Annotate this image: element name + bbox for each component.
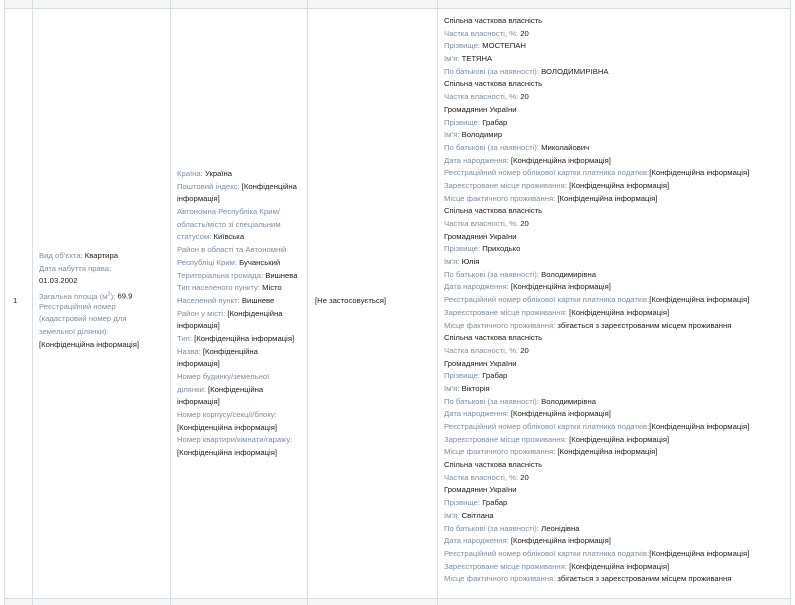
- surname-value: Приходько: [482, 244, 521, 254]
- ownership-type: Спільна часткова власність: [444, 79, 543, 89]
- residence-value: [Конфіденційна інформація]: [569, 434, 670, 444]
- street-name-value: інформація]: [177, 359, 220, 369]
- postal-code-value: інформація]: [177, 194, 220, 204]
- city-district-value: [Конфіденційна: [227, 308, 283, 318]
- owner-surname: [444, 497, 749, 510]
- owner-surname: [444, 117, 749, 130]
- patronymic-value: Володимирівна: [541, 269, 597, 279]
- birth-date-value: [Конфіденційна інформація]: [510, 155, 611, 165]
- registration-number-label: Реєстраційний номер: [39, 301, 116, 311]
- tax-number-value: [Конфіденційна інформація]: [649, 295, 750, 305]
- surname-value: МОСТЕПАН: [482, 41, 526, 51]
- actual-residence-label: Місце фактичного проживання:: [444, 193, 556, 203]
- tax-number-value: [Конфіденційна інформація]: [649, 422, 750, 431]
- owner-ownership: [444, 205, 749, 218]
- row-top-border: [4, 8, 791, 9]
- table-top-band: [4, 0, 791, 8]
- object-cell: [39, 250, 139, 352]
- patronymic-label: По батькові (за наявності):: [444, 523, 540, 533]
- actual-residence-label: Місце фактичного проживання:: [444, 320, 556, 330]
- postal-code-label: Поштовий індекс:: [177, 181, 240, 191]
- patronymic-value: Леонідівна: [541, 523, 580, 533]
- owner-name: [444, 510, 749, 523]
- name-value: Світлана: [461, 510, 494, 520]
- area-label: Загальна площа $(м^2)$:: [39, 291, 116, 301]
- surname-value: Грабар: [482, 498, 508, 508]
- surname-label: Прізвище:: [444, 498, 481, 508]
- column-border: [4, 0, 5, 605]
- owner-tax-number: [444, 548, 749, 561]
- share-value: 20: [520, 219, 529, 228]
- ownership-type: Спільна часткова власність: [444, 333, 543, 343]
- surname-label: Прізвище:: [444, 41, 481, 51]
- owner-ownership: [444, 78, 749, 91]
- street-name-label: Назва:: [177, 346, 201, 356]
- name-label: Ім’я:: [444, 257, 460, 267]
- building-value: [Конфіденційна інформація]: [177, 422, 278, 432]
- owner-actual-residence: [444, 193, 749, 206]
- citizenship: Громадянин України: [444, 104, 517, 114]
- region-label: область/місто зі спеціальним: [177, 219, 281, 229]
- share-label: Частка власності, %:: [444, 28, 519, 38]
- house-number-value: інформація]: [177, 397, 220, 407]
- registration-number-label: земельної ділянки):: [39, 327, 109, 337]
- name-label: Ім’я:: [444, 54, 460, 64]
- owner-citizenship: [444, 104, 749, 117]
- residence-label: Зареєстроване місце проживання:: [444, 561, 567, 571]
- owner-share: [444, 91, 749, 104]
- citizenship: Громадянин України: [444, 485, 517, 495]
- owner-tax-number: [444, 294, 749, 307]
- owner-birth-date: [444, 155, 749, 168]
- settlement-type-value: Місто: [262, 283, 282, 293]
- actual-residence-value: [Конфіденційна інформація]: [557, 193, 658, 203]
- owner-citizenship: [444, 358, 749, 371]
- birth-date-value: [Конфіденційна інформація]: [510, 282, 611, 292]
- column-border: [32, 0, 33, 605]
- tax-number-label: Реєстраційний номер облікової картки платника податків:: [444, 548, 650, 558]
- table-bottom-band: [4, 599, 791, 605]
- registration-number-value: [Конфіденційна інформація]: [39, 339, 140, 349]
- column-border: [790, 0, 791, 605]
- share-value: 20: [520, 28, 529, 38]
- owner-name: [444, 129, 749, 142]
- ownership-type: Спільна часткова власність: [444, 206, 543, 216]
- actual-residence-value: збігається з зареєстрованим місцем проживання: [557, 320, 732, 330]
- owner-actual-residence: [444, 573, 749, 586]
- not-applicable-value: [Не застосовується]: [315, 296, 387, 305]
- birth-date-value: [Конфіденційна інформація]: [510, 536, 611, 546]
- owner-patronymic: [444, 66, 749, 79]
- owner-citizenship: [444, 484, 749, 497]
- row-number-cell: [13, 296, 17, 305]
- owner-share: [444, 218, 749, 231]
- city-district-value: інформація]: [177, 321, 220, 331]
- owner-residence: [444, 307, 749, 320]
- community-label: Територіальна громада:: [177, 270, 264, 280]
- region-label: Автономна Республіка Крим/: [177, 207, 280, 217]
- street-type-label: Тип:: [177, 333, 192, 343]
- row-number: 1: [13, 296, 18, 305]
- citizenship: Громадянин України: [444, 231, 517, 241]
- street-name-value: [Конфіденційна: [202, 346, 258, 356]
- owner-name: [444, 53, 749, 66]
- column-border: [437, 0, 438, 605]
- owner-surname: [444, 243, 749, 256]
- patronymic-label: По батькові (за наявності):: [444, 269, 540, 279]
- share-value: 20: [520, 92, 529, 102]
- community-value: Вишнева: [265, 270, 298, 280]
- actual-residence-label: Місце фактичного проживання:: [444, 447, 556, 457]
- object-type-value: Квартира: [84, 251, 119, 260]
- region-label: статусом:: [177, 232, 212, 242]
- owner-name: [444, 383, 749, 396]
- surname-value: Грабар: [482, 117, 508, 127]
- patronymic-value: Миколайович: [541, 142, 590, 152]
- registration-number-label: (кадастровий номер для: [39, 314, 127, 324]
- acquisition-date-label: Дата набуття права:: [39, 263, 112, 273]
- area-value: 69.9: [117, 291, 133, 301]
- postal-code-value: [Конфіденційна: [241, 181, 297, 191]
- tax-number-label: Реєстраційний номер облікової картки платника податків:: [444, 168, 650, 178]
- owner-citizenship: [444, 231, 749, 244]
- not-applicable-cell: [315, 296, 386, 305]
- owner-name: [444, 256, 749, 269]
- name-label: Ім’я:: [444, 383, 460, 393]
- share-value: 20: [520, 345, 529, 355]
- surname-label: Прізвище:: [444, 371, 481, 381]
- row-bottom-border: [4, 598, 791, 599]
- column-border: [307, 0, 308, 605]
- ownership-type: Спільна часткова власність: [444, 460, 543, 470]
- owner-patronymic: [444, 142, 749, 155]
- owner-residence: [444, 561, 749, 574]
- patronymic-label: По батькові (за наявності):: [444, 396, 540, 406]
- actual-residence-label: Місце фактичного проживання:: [444, 574, 556, 584]
- residence-value: [Конфіденційна інформація]: [569, 307, 670, 317]
- actual-residence-value: збігається з зареєстрованим місцем проживання: [557, 574, 732, 584]
- name-value: Володимир: [461, 130, 503, 140]
- tax-number-value: [Конфіденційна інформація]: [649, 168, 750, 178]
- name-value: Юлія: [461, 257, 480, 267]
- name-label: Ім’я:: [444, 130, 460, 140]
- owner-ownership: [444, 332, 749, 345]
- house-number-label: ділянки:: [177, 384, 206, 394]
- acquisition-date-value: 01.03.2002: [39, 276, 78, 286]
- surname-label: Прізвище:: [444, 244, 481, 254]
- owner-birth-date: [444, 535, 749, 548]
- owner-share: [444, 345, 749, 358]
- surname-value: Грабар: [482, 371, 508, 381]
- district-label: Район в області та Автономній: [177, 245, 287, 255]
- house-number-label: Номер будинку/земельної: [177, 372, 270, 381]
- residence-label: Зареєстроване місце проживання:: [444, 307, 567, 317]
- address-cell: [177, 168, 298, 460]
- owner-surname: [444, 370, 749, 383]
- actual-residence-value: [Конфіденційна інформація]: [557, 447, 658, 457]
- owner-patronymic: [444, 523, 749, 536]
- owner-residence: [444, 180, 749, 193]
- residence-label: Зареєстроване місце проживання:: [444, 180, 567, 190]
- patronymic-label: По батькові (за наявності):: [444, 66, 540, 76]
- country-value: Україна: [204, 169, 233, 178]
- owner-birth-date: [444, 408, 749, 421]
- column-border: [170, 0, 171, 605]
- patronymic-value: ВОЛОДИМИРІВНА: [541, 66, 609, 76]
- owner-share: [444, 472, 749, 485]
- owner-residence: [444, 434, 749, 447]
- owner-actual-residence: [444, 446, 749, 459]
- settlement-label: Населений пункт:: [177, 295, 240, 305]
- share-label: Частка власності, %:: [444, 92, 519, 102]
- residence-label: Зареєстроване місце проживання:: [444, 434, 567, 444]
- birth-date-label: Дата народження:: [444, 536, 509, 546]
- owner-ownership: [444, 459, 749, 472]
- owner-surname: [444, 40, 749, 53]
- settlement-type-label: Тип населеного пункту:: [177, 283, 260, 293]
- object-type-label: Вид об’єкта:: [39, 251, 83, 260]
- share-label: Частка власності, %:: [444, 219, 519, 228]
- owner-patronymic: [444, 396, 749, 409]
- owner-actual-residence: [444, 320, 749, 333]
- birth-date-value: [Конфіденційна інформація]: [510, 409, 611, 419]
- birth-date-label: Дата народження:: [444, 155, 509, 165]
- building-label: Номер корпусу/секції/блоку:: [177, 410, 277, 420]
- share-value: 20: [520, 472, 529, 482]
- settlement-value: Вишневе: [241, 295, 275, 305]
- owner-birth-date: [444, 281, 749, 294]
- name-value: Вікторія: [461, 383, 490, 393]
- owner-tax-number: [444, 421, 749, 434]
- apartment-value: [Конфіденційна інформація]: [177, 448, 278, 458]
- district-label: Республіці Крим:: [177, 257, 237, 267]
- region-value: Київська: [213, 232, 245, 242]
- share-label: Частка власності, %:: [444, 345, 519, 355]
- district-value: Бучанський: [239, 257, 281, 267]
- owner-tax-number: [444, 167, 749, 180]
- owners-cell: [444, 15, 749, 586]
- house-number-value: [Конфіденційна: [208, 384, 264, 394]
- owner-patronymic: [444, 269, 749, 282]
- tax-number-value: [Конфіденційна інформація]: [649, 548, 750, 558]
- name-value: ТЕТЯНА: [461, 54, 493, 64]
- surname-label: Прізвище:: [444, 117, 481, 127]
- birth-date-label: Дата народження:: [444, 282, 509, 292]
- street-type-value: [Конфіденційна інформація]: [194, 333, 295, 343]
- ownership-type: Спільна часткова власність: [444, 16, 543, 25]
- citizenship: Громадянин України: [444, 358, 517, 368]
- owner-ownership: [444, 15, 749, 28]
- tax-number-label: Реєстраційний номер облікової картки платника податків:: [444, 295, 650, 305]
- residence-value: [Конфіденційна інформація]: [569, 561, 670, 571]
- owner-share: [444, 28, 749, 41]
- patronymic-value: Володимирівна: [541, 396, 597, 406]
- city-district-label: Район у місті:: [177, 308, 226, 318]
- birth-date-label: Дата народження:: [444, 409, 509, 419]
- name-label: Ім’я:: [444, 510, 460, 520]
- share-label: Частка власності, %:: [444, 472, 519, 482]
- tax-number-label: Реєстраційний номер облікової картки платника податків:: [444, 422, 650, 431]
- residence-value: [Конфіденційна інформація]: [569, 180, 670, 190]
- country-label: Країна:: [177, 169, 203, 178]
- apartment-label: Номер квартири/кімнати/гаражу:: [177, 435, 293, 445]
- patronymic-label: По батькові (за наявності):: [444, 142, 540, 152]
